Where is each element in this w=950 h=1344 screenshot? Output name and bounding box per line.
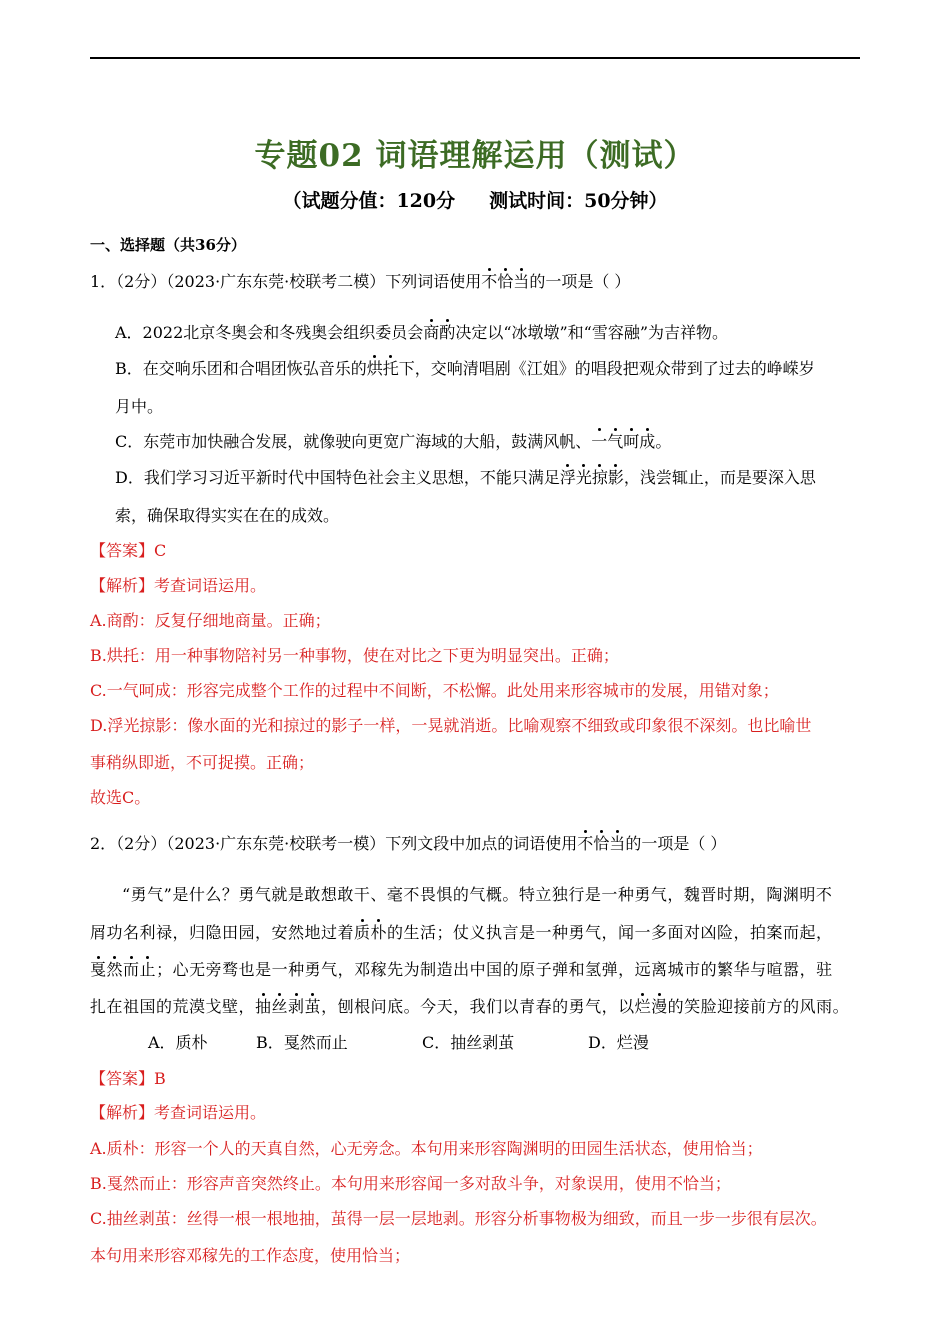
q1-explain-b: B.烘托：用一种事物陪衬另一种事物，使在对比之下更为明显突出。正确；	[90, 646, 619, 665]
q1-option-b: B．在交响乐团和合唱团恢弘音乐的烘托下，交响清唱剧《江姐》的唱段把观众带到了过去的峥嵘岁	[115, 359, 815, 378]
q2-passage-line-2: 屑功名利禄，归隐田园，安然地过着质朴的生活；仗义执言是一种勇气，闻一多面对凶险，拍案而起，	[90, 923, 833, 942]
q1-option-c: C．东莞市加快融合发展，就像驶向更宽广海域的大船，鼓满风帆、一气呵成。	[115, 432, 672, 451]
q1-explain-d-cont: 事稍纵即逝，不可捉摸。正确；	[90, 753, 315, 772]
q2-explain-c-cont: 本句用来形容邓稼先的工作态度，使用恰当；	[90, 1246, 411, 1265]
page-title: 专题02 词语理解运用（测试）	[254, 138, 696, 174]
q2-passage-line-1: “勇气”是什么？勇气就是敢想敢干、毫不畏惧的气概。特立独行是一种勇气，魏晋时期，陶渊明不	[122, 885, 833, 904]
q2-option-a[interactable]: A．质朴	[148, 1033, 208, 1052]
q2-explain-c: C.抽丝剥茧：丝得一根一根地抽，茧得一层一层地剥。形容分析事物极为细致，而且一步一步很有层次。	[90, 1209, 827, 1228]
q2-passage-line-4: 扎在祖国的荒漠戈壁，抽丝剥茧，刨根问底。今天，我们以青春的勇气，以烂漫的笑脸迎接前方的风雨。	[90, 997, 850, 1016]
q1-answer: 【答案】C	[90, 541, 167, 560]
q1-stem: 1．（2分）（2023·广东东莞·校联考二模）下列词语使用不恰当的一项是（ ）	[90, 272, 631, 291]
q1-option-a: A．2022北京冬奥会和冬残奥会组织委员会商酌决定以“冰墩墩”和“雪容融”为吉祥物。	[115, 323, 729, 342]
q2-options	[148, 1032, 649, 1054]
top-rule	[90, 57, 860, 59]
q2-option-b[interactable]: B．戛然而止	[256, 1033, 348, 1052]
q2-passage-line-3: 戛然而止；心无旁骛也是一种勇气，邓稼先为制造出中国的原子弹和氢弹，远离城市的繁华与喧嚣，驻	[90, 960, 833, 979]
q2-option-d[interactable]: D．烂漫	[588, 1033, 649, 1052]
q2-stem: 2．（2分）（2023·广东东莞·校联考一模）下列文段中加点的词语使用不恰当的一项是（ ）	[90, 834, 727, 853]
q2-explain-a: A.质朴：形容一个人的天真自然，心无旁念。本句用来形容陶渊明的田园生活状态，使用恰当；	[90, 1139, 763, 1158]
time-info: 测试时间：50分钟）	[489, 190, 668, 212]
q1-analysis: 【解析】考查词语运用。	[90, 576, 267, 595]
q1-explain-c: C.一气呵成：形容完成整个工作的过程中不间断，不松懈。此处用来形容城市的发展，用错对象；	[90, 681, 779, 700]
page-subtitle	[0, 186, 950, 213]
q1-explain-d: D.浮光掠影：像水面的光和掠过的影子一样，一晃就消逝。比喻观察不细致或印象很不深刻。也比喻世	[90, 716, 812, 735]
section-heading: 一、选择题（共36分）	[90, 236, 246, 254]
q1-conclusion: 故选C。	[90, 788, 151, 807]
q2-analysis: 【解析】考查词语运用。	[90, 1103, 267, 1122]
q1-option-b-cont: 月中。	[115, 397, 164, 416]
score-info: （试题分值：120分	[282, 190, 456, 212]
q1-option-d-cont: 索，确保取得实实在在的成效。	[115, 506, 340, 525]
q1-option-d: D．我们学习习近平新时代中国特色社会主义思想，不能只满足浮光掠影，浅尝辄止，而是要深入思	[115, 468, 816, 487]
q2-option-c[interactable]: C．抽丝剥茧	[422, 1033, 515, 1052]
q2-answer: 【答案】B	[90, 1069, 166, 1088]
q1-explain-a: A.商酌：反复仔细地商量。正确；	[90, 611, 331, 630]
q2-explain-b: B.戛然而止：形容声音突然终止。本句用来形容闻一多对敌斗争，对象误用，使用不恰当；	[90, 1174, 731, 1193]
